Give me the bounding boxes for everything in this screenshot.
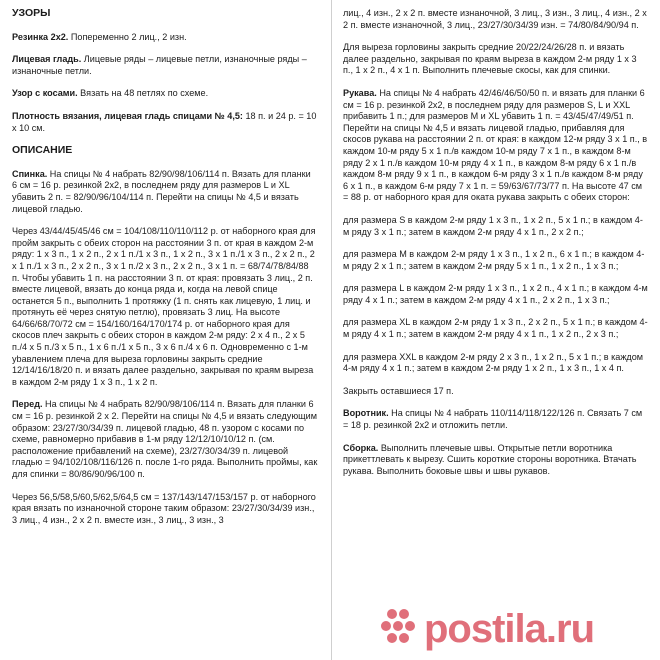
size-m-paragraph: для размера M в каждом 2-м ряду 1 х 3 п., 1 х 2 п., 6 х 1 п.; в каждом 4-м ряду 2 х 1 п.; затем в каждом 2-м ряду 5 х 1 п., 1 х 2 п., 1 х 3 п.; xyxy=(343,249,645,271)
size-xl-paragraph: для размера XL в каждом 2-м ряду 1 х 3 п., 2 х 2 п., 5 х 1 п.; в каждом 4-м ряду 4 х 1 п.; затем в каждом 2-м ряду 4 х 1 п., 1 х 2 п., 2 х 3 п.; xyxy=(343,317,648,340)
gauge-text: 18 п. и 24 р. = 10 х 10 см. xyxy=(12,110,317,133)
sleeve-text: На спицы № 4 набрать 42/46/46/50/50 п. и вязать для планки 6 см = 16 р. резинкой 2х2, в последнем ряду для размеров S, L и XXL прибавить 1 п.; для размеров M и XL убавить 1 п. = 43/45/47/49/51 п. Перейти на спицы № 4,5 и вязать лицевой гладью, прибавляя для скосов рукава на расстоянии 2 п. от края: в каждом 12-м ряду 3 х 1 п., в каждом 10-м ряду 5 х 1 п./в каждом 10-м ряду 7 х 1 п., в каждом 8-м ряду 2 х 1 п./в каждом 10-м ряду 4 х 1 п., в каждом 8-м ряду 6 х 1 п./в каждом 8-м ряду 9 х 1 п., в каждом 6-м ряду 3 х 1 п./в каждом 8-м ряду 6 х 1 п., в каждом 6-м ряду 7 х 1 п. = 59/63/67/73/77 п. На высоте 47 см = 88 р. от наборного края для оката рукава закрыть с обеих сторон: xyxy=(343,87,648,203)
back-paragraph xyxy=(12,169,318,215)
back-title: Спинка. xyxy=(12,168,48,179)
stockinette-text: Лицевые ряды – лицевые петли, изнаночные ряды – изнаночные петли. xyxy=(12,54,307,76)
stockinette-paragraph xyxy=(12,54,318,77)
rib-title: Резинка 2х2. xyxy=(12,31,69,42)
front-neck-paragraph: Для выреза горловины закрыть средние 20/22/24/26/28 п. и вязать далее раздельно, закрывая по краям выреза в каждом 2-м ряду 1 х 3 п., 1 х 2 п., 4 х 1 п. Выполнить плечевые скосы, как для спинки. xyxy=(343,42,637,76)
front-text: На спицы № 4 набрать 82/90/98/106/114 п. Вязать для планки 6 см = 16 р. резинкой 2 х 2. Перейти на спицы № 4,5 и вязать следующим образом: 23/27/30/34/39 п. лицевой гладью, 48 п. узором с косами по схеме, равномерно прибавив в 1-м ряду 12/12/10/10/12 п. (см. расположение прибавлений на схеме), 23/27/30/34/39 п. лицевой гладью = 94/102/108/116/126 п. после 1-го ряда. Выполнить проймы, как для спинки = 80/86/90/96/100 п. xyxy=(12,399,318,479)
cable-paragraph xyxy=(12,88,318,100)
cable-text: Вязать на 48 петлях по схеме. xyxy=(77,88,209,99)
watermark-logo-icon xyxy=(381,609,415,643)
front-paragraph xyxy=(12,399,318,480)
back-paragraph-2: Через 43/44/45/45/46 см = 104/108/110/110/112 р. от наборного края для пройм закрыть с обеих сторон на расстоянии 3 п. от края в каждом 2-м ряду: 1 х 3 п., 1 х 2 п., 2 х 1 п./1 х 3 п., 1 х 2 п., 3 х 1 п./1 х 3 п., 2 х 2 п., 2 х 1 п./1 х 3 п., 2 х 2 п., 3 х 1 п./2 х 3 п., 2 х 2 п., 3 х 1 п. = 68/74/78/84/88 п. Чтобы убавить 1 п. на расстоянии 3 п. от края: провязать 3 лиц., 2 п. вместе лицевой, вязать до конца ряда и, когда на левой спице останется 5 п., выполнить 1 протяжку (1 п. снять как лицевую, 1 лиц. и протянуть её через снятую петлю), провязать 3 лиц. На высоте 64/66/68/70/72 см = 154/160/164/170/174 р. от наборного края для скосов плеч закрыть с обеих сторон в каждом 2-м ряду: 2 х 4 п., 2 х 5 п./4 х 5 п./3 х 5 п., 1 х 6 п./1 х 5 п., 3 х 6 п./4 х 6 п. Одновременно с 1-м уbавлением плеча для выреза горловины закрыть средние 12/14/16/18/20 п. и вязать далее раздельно, закрывая по краям выреза в каждом 2-м ряду 1 х 3 п., 1 х 2 п. xyxy=(12,226,316,387)
size-xxl-paragraph: для размера XXL в каждом 2-м ряду 2 х 3 п., 1 х 2 п., 5 х 1 п.; в каждом 4-м ряду 4 х 1 п.; затем в каждом 2-м ряду 1 х 2 п., 1 х 3 п., 1 х 4 п. xyxy=(343,351,644,374)
gauge-title: Плотность вязания, лицевая гладь спицами № 4,5: xyxy=(12,110,243,121)
front-title: Перед. xyxy=(12,399,43,410)
watermark xyxy=(370,600,652,656)
gauge-paragraph xyxy=(12,111,318,134)
collar-title: Воротник. xyxy=(343,408,389,419)
column-divider xyxy=(331,0,332,660)
close-rest-paragraph: Закрыть оставшиеся 17 п. xyxy=(343,385,454,396)
collar-paragraph xyxy=(343,408,649,431)
stockinette-title: Лицевая гладь. xyxy=(12,54,82,65)
left-column xyxy=(12,8,318,537)
front-paragraph-2: Через 56,5/58,5/60,5/62,5/64,5 см = 137/143/147/153/157 р. от наборного края вязать по изнаночной стороне таким образом: 23/27/30/34/39 изн., 3 лиц., 4 изн., 2 х 2 п. вместе изн., 3 лиц., 3 изн., 3 xyxy=(12,491,316,525)
heading-patterns: УЗОРЫ xyxy=(12,7,51,19)
sleeve-paragraph xyxy=(343,88,649,204)
assembly-text: Выполнить плечевые швы. Открытые петли воротника прикеттлевать к вырезу. Сшить короткие стороны воротника. Втачать рукава. Выполнить боковые швы и швы рукавов. xyxy=(343,442,637,476)
heading-description: ОПИСАНИЕ xyxy=(12,144,73,157)
assembly-title: Сборка. xyxy=(343,442,379,453)
sleeve-title: Рукава. xyxy=(343,87,377,98)
rib-text: Попеременно 2 лиц., 2 изн. xyxy=(68,31,187,42)
size-l-paragraph: для размера L в каждом 2-м ряду 1 х 3 п., 1 х 2 п., 4 х 1 п.; в каждом 4-м ряду 4 х 1 п.; затем в каждом 2-м ряду 4 х 1 п., 2 х 2 п., 1 х 3 п.; xyxy=(343,283,648,305)
right-column xyxy=(343,8,649,488)
front-continued: лиц., 4 изн., 2 х 2 п. вместе изнаночной, 3 лиц., 3 изн., 3 лиц., 4 изн., 2 х 2 п. вместе изнаночной, 3 лиц., 23/27/30/34/39 изн. = 74/80/84/90/94 п. xyxy=(343,8,647,30)
size-s-paragraph: для размера S в каждом 2-м ряду 1 х 3 п., 1 х 2 п., 5 х 1 п.; в каждом 4-м ряду 3 х 1 п.; затем в каждом 2-м ряду 4 х 1 п., 2 х 2 п.; xyxy=(343,214,643,237)
collar-text: На спицы № 4 набрать 110/114/118/122/126 п. Связать 7 см = 18 р. резинкой 2х2 и отложить петли. xyxy=(343,408,643,431)
rib-paragraph xyxy=(12,32,318,44)
assembly-paragraph xyxy=(343,443,649,478)
cable-title: Узор с косами. xyxy=(12,88,78,99)
watermark-text: postila.ru xyxy=(424,607,595,651)
back-text: На спицы № 4 набрать 82/90/98/106/114 п. Вязать для планки 6 см = 16 р. резинкой 2х2, в последнем ряду для размеров L и XL убавить 2 п. = 82/90/96/104/114 п. Перейти на спицы № 4,5 и вязать лицевой гладью. xyxy=(12,168,311,214)
